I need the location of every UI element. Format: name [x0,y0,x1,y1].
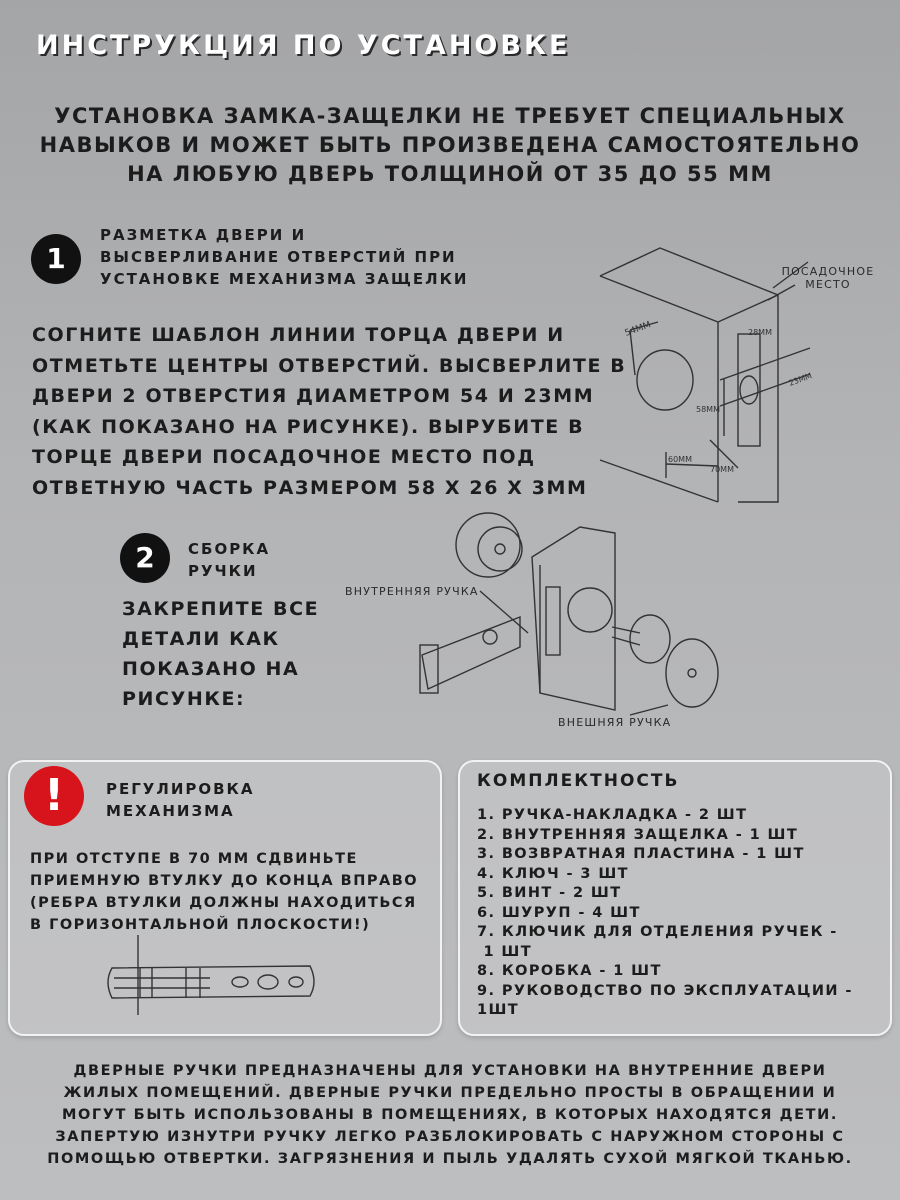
seat-label-line: МЕСТО [805,278,851,291]
step-2-line: ДЕТАЛИ КАК [122,628,280,650]
adjustment-line: ПРИЕМНУЮ ВТУЛКУ ДО КОНЦА ВПРАВО [30,873,419,889]
adjustment-title [106,778,254,822]
adjustment-title-line: РЕГУЛИРОВКА [106,780,255,798]
kit-list [477,806,867,1021]
kit-item: 6. ШУРУП - 4 ШТ [477,904,641,921]
step-1-number: 1 [31,234,81,284]
edge-seat [720,334,810,446]
adjustment-text [30,848,418,936]
intro-line: УСТАНОВКА ЗАМКА-ЗАЩЕЛКИ НЕ ТРЕБУЕТ СПЕЦИАЛЬНЫХ [54,104,846,128]
outer-handle-pointer [630,705,668,715]
footer-line: ЗАПЕРТУЮ ИЗНУТРИ РУЧКУ ЛЕГКО РАЗБЛОКИРОВАТЬ С НАРУЖНОМ СТОРОНЫ С [55,1129,845,1145]
kit-item: 1. РУЧКА-НАКЛАДКА - 2 ШТ [477,807,748,823]
step-1-line: ДВЕРИ 2 ОТВЕРСТИЯ ДИАМЕТРОМ 54 И 23ММ [32,385,595,407]
dim-23-label: 23ММ [787,371,814,388]
warning-icon: ! [24,766,84,826]
inner-handle-label: ВНУТРЕННЯЯ РУЧКА [345,585,479,598]
step-2-line: РИСУНКЕ: [122,688,246,710]
step-1-title-line: РАЗМЕТКА ДВЕРИ И [100,226,307,244]
step-2-line: ЗАКРЕПИТЕ ВСЕ [122,598,320,620]
step-1-title-line: УСТАНОВКЕ МЕХАНИЗМА ЗАЩЕЛКИ [100,270,469,288]
kit-item: 3. ВОЗВРАТНАЯ ПЛАСТИНА - 1 ШТ [477,846,805,862]
kit-item: 1 ШТ [477,943,532,960]
step-1-title [100,224,468,290]
kit-item: 4. КЛЮЧ - 3 ШТ [477,865,629,882]
handle-assembly-diagram [400,505,730,735]
step-1-line: ОТВЕТНУЮ ЧАСТЬ РАЗМЕРОМ 58 Х 26 Х 3ММ [32,476,588,499]
kit-item: 5. ВИНТ - 2 ШТ [477,885,622,901]
outer-handle-label: ВНЕШНЯЯ РУЧКА [558,716,672,729]
kit-item: 1ШТ [477,1002,520,1018]
dim-lines [666,285,795,478]
step-1-line: ОТМЕТЬТЕ ЦЕНТРЫ ОТВЕРСТИЙ. ВЫСВЕРЛИТЕ В [32,354,627,377]
step-2-text [122,594,319,714]
step-2-number: 2 [120,533,170,583]
adjustment-line: (РЕБРА ВТУЛКИ ДОЛЖНЫ НАХОДИТЬСЯ [30,895,417,911]
latch-mechanism [420,617,520,693]
inner-handle-rose [456,513,522,577]
step-1-title-line: ВЫСВЕРЛИВАНИЕ ОТВЕРСТИЙ ПРИ [100,248,457,266]
footer-line: ПОМОЩЬЮ ОТВЕРТКИ. ЗАГРЯЗНЕНИЯ И ПЫЛЬ УДАЛЯТЬ СУХОЙ МЯГКОЙ ТКАНЬЮ. [47,1151,853,1167]
kit-item: 2. ВНУТРЕННЯЯ ЗАЩЕЛКА - 1 ШТ [477,826,799,843]
footer-line: ДВЕРНЫЕ РУЧКИ ПРЕДНАЗНАЧЕНЫ ДЛЯ УСТАНОВКИ НА ВНУТРЕННИЕ ДВЕРИ [73,1063,827,1079]
step-2-title [188,538,270,582]
dim-70-label: 70ММ [710,465,734,474]
door-panel [532,527,615,710]
dim-60-label: 60ММ [668,455,692,464]
footer-text [30,1060,870,1170]
step-1-line: СОГНИТЕ ШАБЛОН ЛИНИИ ТОРЦА ДВЕРИ И [32,324,565,346]
step-1-line: (КАК ПОКАЗАНО НА РИСУНКЕ). ВЫРУБИТЕ В [32,415,585,438]
footer-line: МОГУТ БЫТЬ ИСПОЛЬЗОВАНЫ В ПОМЕЩЕНИЯХ, В КОТОРЫХ НАХОДЯТСЯ ДЕТИ. [61,1107,839,1123]
dim-54-label: 54ММ [623,320,653,339]
seat-label-line: ПОСАДОЧНОЕ [781,265,875,278]
adjustment-line: ПРИ ОТСТУПЕ В 70 ММ СДВИНЬТЕ [30,851,358,867]
bushing-body [108,966,314,998]
step-2-title-line: СБОРКА [188,540,271,558]
seat-label [770,265,886,291]
bushing-diagram [100,930,325,1020]
step-1-line: ТОРЦЕ ДВЕРИ ПОСАДОЧНОЕ МЕСТО ПОД [32,446,536,468]
inner-handle-pointer [480,591,528,633]
hole-54 [630,322,693,410]
intro-line: НА ЛЮБУЮ ДВЕРЬ ТОЛЩИНОЙ ОТ 35 ДО 55 ММ [127,162,773,186]
intro-line: НАВЫКОВ И МОЖЕТ БЫТЬ ПРОИЗВЕДЕНА САМОСТОЯТЕЛЬНО [39,133,861,157]
step-2-line: ПОКАЗАНО НА [122,658,300,680]
step-2-title-line: РУЧКИ [188,562,258,580]
outer-handle-knob [612,615,718,707]
kit-item: 7. КЛЮЧИК ДЛЯ ОТДЕЛЕНИЯ РУЧЕК - [477,924,838,940]
page-title: ИНСТРУКЦИЯ ПО УСТАНОВКЕ [36,30,571,61]
kit-item: 9. РУКОВОДСТВО ПО ЭКСПЛУАТАЦИИ - [477,982,853,999]
dim-58-label: 58ММ [696,405,720,414]
kit-title: КОМПЛЕКТНОСТЬ [477,771,680,791]
adjustment-title-line: МЕХАНИЗМА [106,802,235,820]
intro-text [30,102,870,189]
dim-28-label: 28ММ [748,328,772,337]
footer-line: ЖИЛЫХ ПОМЕЩЕНИЙ. ДВЕРНЫЕ РУЧКИ ПРЕДЕЛЬНО ПРОСТЫ В ОБРАЩЕНИИ И [63,1085,837,1101]
step-1-text [32,320,626,503]
kit-item: 8. КОРОБКА - 1 ШТ [477,963,662,979]
adjustment-line: В ГОРИЗОНТАЛЬНОЙ ПЛОСКОСТИ!) [30,917,371,933]
